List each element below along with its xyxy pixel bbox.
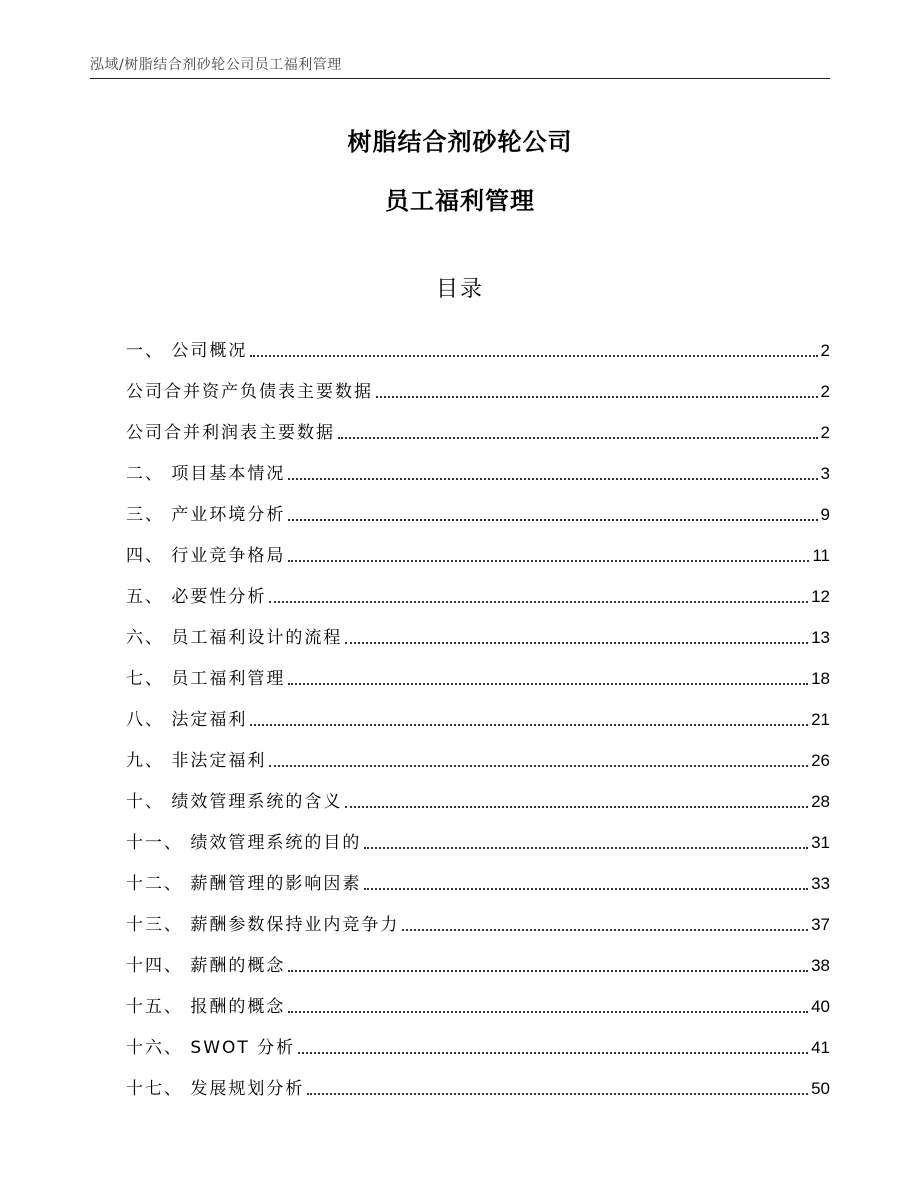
toc-leader-dots <box>345 642 808 644</box>
toc-leader-dots <box>288 683 808 685</box>
toc-entry-page: 13 <box>811 628 830 647</box>
toc-entry[interactable] <box>126 773 830 814</box>
toc-entry[interactable] <box>126 855 830 896</box>
toc-entry-label: 三、 产业环境分析 <box>126 505 286 525</box>
toc-entry-label: 十五、 报酬的概念 <box>126 997 286 1017</box>
toc-entry[interactable] <box>126 1060 830 1101</box>
table-of-contents <box>126 322 830 1101</box>
toc-entry-page: 2 <box>820 341 830 360</box>
toc-entry-label: 八、 法定福利 <box>126 710 248 730</box>
toc-entry-page: 2 <box>820 423 830 442</box>
toc-leader-dots <box>288 478 817 480</box>
toc-leader-dots <box>269 601 808 603</box>
toc-entry[interactable] <box>126 937 830 978</box>
toc-entry-label: 十一、 绩效管理系统的目的 <box>126 833 362 853</box>
toc-entry-label: 公司合并资产负债表主要数据 <box>126 382 373 402</box>
toc-entry-page: 26 <box>811 751 830 770</box>
toc-leader-dots <box>298 1052 808 1054</box>
toc-leader-dots <box>307 1093 808 1095</box>
toc-leader-dots <box>288 1011 808 1013</box>
toc-entry-label: 六、 员工福利设计的流程 <box>126 628 343 648</box>
running-header: 泓域/树脂结合剂砂轮公司员工福利管理 <box>90 57 342 73</box>
toc-entry[interactable] <box>126 732 830 773</box>
toc-leader-dots <box>288 519 817 521</box>
toc-entry[interactable] <box>126 445 830 486</box>
toc-leader-dots <box>250 355 817 357</box>
toc-entry-label: 二、 项目基本情况 <box>126 464 286 484</box>
toc-entry-page: 28 <box>811 792 830 811</box>
toc-entry[interactable] <box>126 1019 830 1060</box>
toc-entry-label: 五、 必要性分析 <box>126 587 267 607</box>
toc-leader-dots <box>364 847 808 849</box>
toc-entry[interactable] <box>126 896 830 937</box>
toc-entry-page: 40 <box>811 997 830 1016</box>
toc-entry[interactable] <box>126 404 830 445</box>
toc-leader-dots <box>364 888 808 890</box>
toc-heading: 目录 <box>435 277 484 302</box>
toc-entry[interactable] <box>126 814 830 855</box>
document-subtitle: 员工福利管理 <box>385 187 535 215</box>
document-title: 树脂结合剂砂轮公司 <box>347 128 573 156</box>
header-rule <box>90 78 830 79</box>
toc-entry-label: 九、 非法定福利 <box>126 751 267 771</box>
toc-leader-dots <box>288 970 808 972</box>
toc-entry-page: 12 <box>811 587 830 606</box>
toc-entry-label: 十六、 SWOT 分析 <box>126 1038 296 1058</box>
toc-entry-page: 18 <box>811 669 830 688</box>
toc-entry-page: 21 <box>811 710 830 729</box>
toc-entry-label: 十二、 薪酬管理的影响因素 <box>126 874 362 894</box>
toc-entry-label: 十三、 薪酬参数保持业内竞争力 <box>126 915 400 935</box>
toc-leader-dots <box>269 765 808 767</box>
toc-leader-dots <box>250 724 808 726</box>
toc-leader-dots <box>376 396 818 398</box>
toc-entry[interactable] <box>126 978 830 1019</box>
toc-leader-dots <box>288 560 809 562</box>
toc-entry-page: 33 <box>811 874 830 893</box>
toc-entry-label: 七、 员工福利管理 <box>126 669 286 689</box>
toc-entry-page: 50 <box>811 1079 830 1098</box>
toc-entry[interactable] <box>126 322 830 363</box>
toc-entry[interactable] <box>126 486 830 527</box>
toc-entry[interactable] <box>126 568 830 609</box>
toc-entry-label: 十、 绩效管理系统的含义 <box>126 792 343 812</box>
toc-entry-page: 3 <box>820 464 830 483</box>
toc-entry[interactable] <box>126 650 830 691</box>
toc-entry-page: 37 <box>811 915 830 934</box>
toc-leader-dots <box>338 437 818 439</box>
toc-entry-page: 31 <box>811 833 830 852</box>
toc-entry[interactable] <box>126 363 830 404</box>
toc-leader-dots <box>402 929 808 931</box>
toc-entry-page: 41 <box>811 1038 830 1057</box>
toc-entry-label: 公司合并利润表主要数据 <box>126 423 335 443</box>
toc-entry-label: 四、 行业竞争格局 <box>126 546 286 566</box>
toc-entry-page: 9 <box>820 505 830 524</box>
toc-entry[interactable] <box>126 527 830 568</box>
toc-entry-page: 2 <box>820 382 830 401</box>
toc-entry[interactable] <box>126 691 830 732</box>
toc-entry-label: 十七、 发展规划分析 <box>126 1079 305 1099</box>
toc-entry-page: 11 <box>812 546 830 565</box>
toc-entry-label: 十四、 薪酬的概念 <box>126 956 286 976</box>
toc-entry-label: 一、 公司概况 <box>126 341 248 361</box>
toc-leader-dots <box>345 806 808 808</box>
toc-entry[interactable] <box>126 609 830 650</box>
toc-entry-page: 38 <box>811 956 830 975</box>
